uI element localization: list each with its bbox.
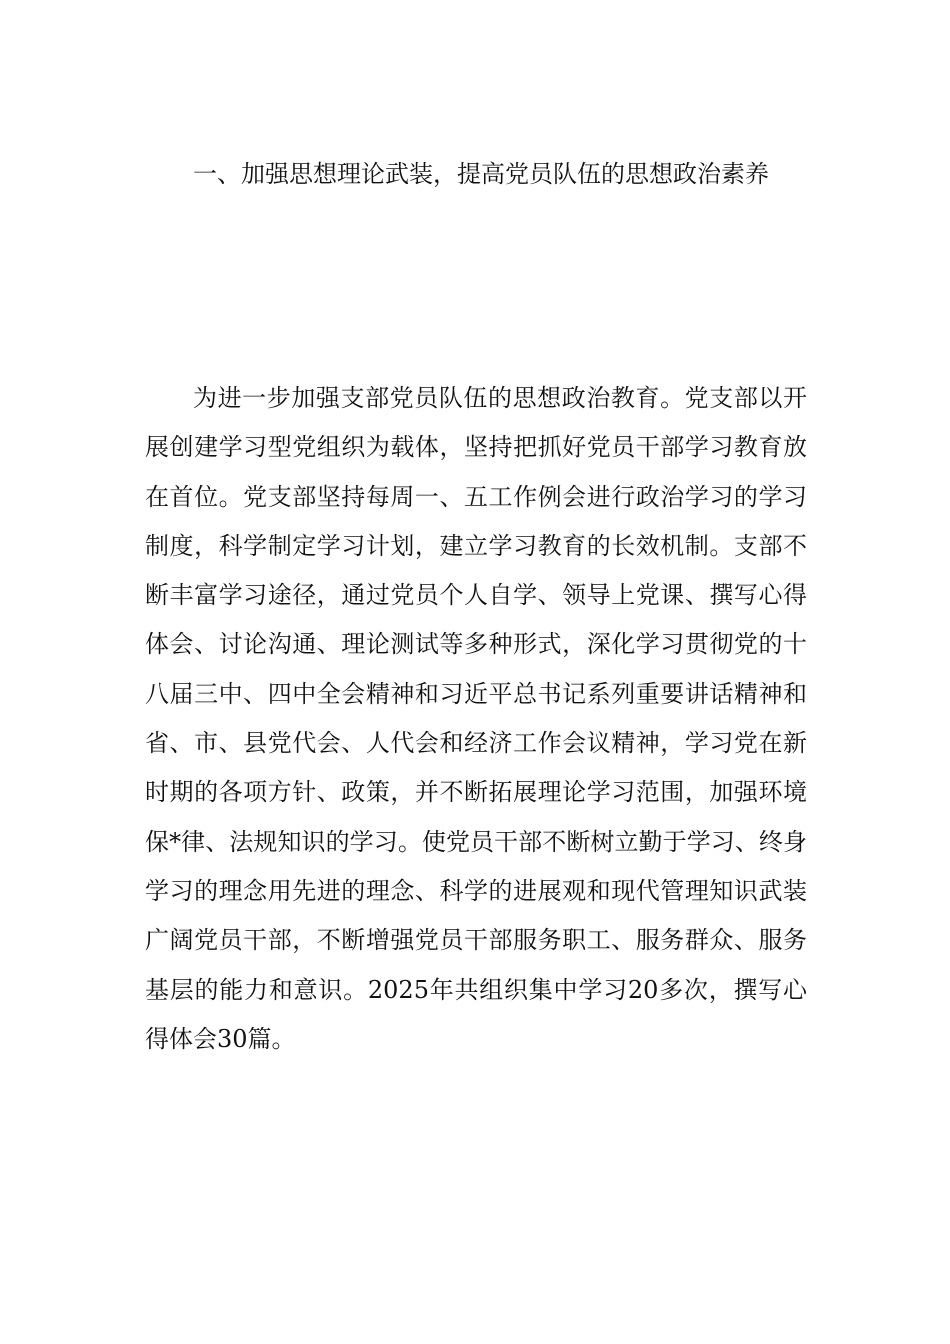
body-paragraph: 为进一步加强支部党员队伍的思想政治教育。党支部以开展创建学习型党组织为载体，坚持把抓好党员干部学习教育放在首位。党支部坚持每周一、五工作例会进行政治学习的学习制度，科学制定学习计划，建立学习教育的长效机制。支部不断丰富学习途径，通过党员个人自学、领导上党课、撰写心得体会、讨论沟通、理论测试等多种形式，深化学习贯彻党的十八届三中、四中全会精神和习近平总书记系列重要讲话精神和省、市、县党代会、人代会和经济工作会议精神，学习党在新时期的各项方针、政策，并不断拓展理论学习范围，加强环境保*律、法规知识的学习。使党员干部不断树立勤于学习、终身学习的理念用先进的理念、科学的进展观和现代管理知识武装广阔党员干部，不断增强党员干部服务职工、服务群众、服务基层的能力和意识。2025年共组织集中学习20多次，撰写心得体会30篇。 (145, 384, 807, 1053)
section-heading: 一、加强思想理论武装，提高党员队伍的思想政治素养 (193, 160, 769, 188)
